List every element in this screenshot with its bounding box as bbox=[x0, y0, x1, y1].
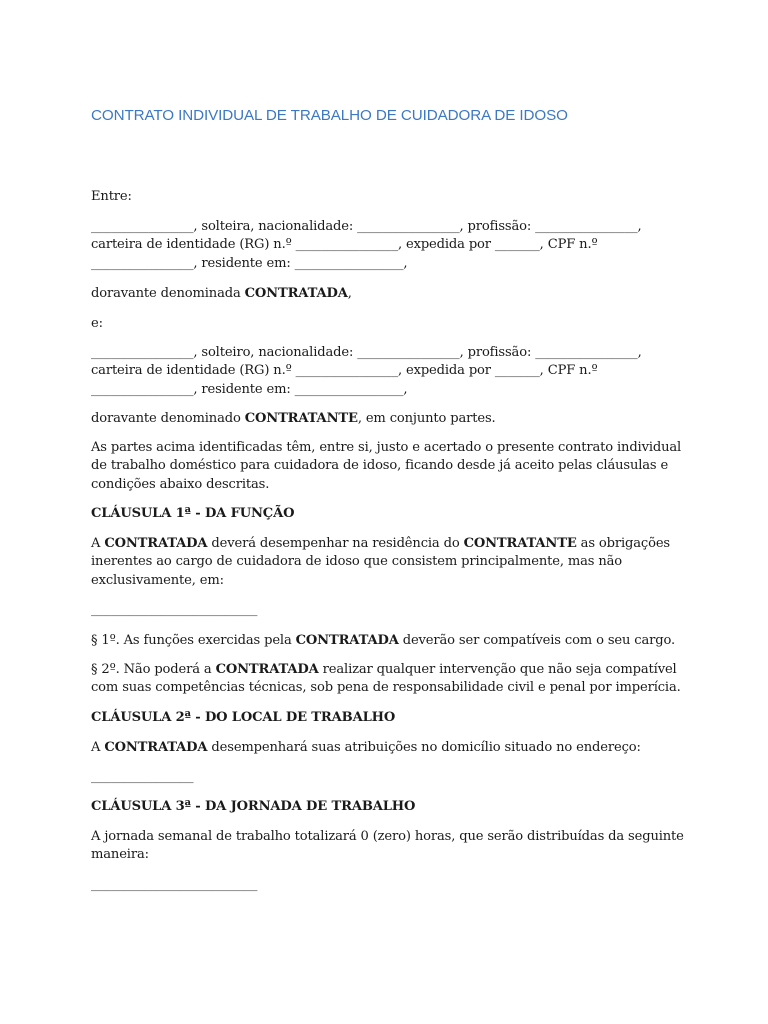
section2-text-c: realizar qualquer intervenção que não seja compatível bbox=[318, 662, 677, 677]
designation-contratante bbox=[91, 410, 496, 428]
designation2-suffix: , em conjunto partes. bbox=[357, 411, 496, 426]
clause1-line1 bbox=[91, 535, 670, 553]
section1-contratada: CONTRATADA bbox=[295, 633, 399, 648]
party1-line1: ________________, solteira, nacionalidade: ________________, profissão: ________________, bbox=[91, 219, 642, 234]
party2-block bbox=[91, 344, 642, 399]
clause2-text-a: A bbox=[91, 740, 105, 755]
party1-line2: carteira de identidade (RG) n.º ________________, expedida por _______, CPF n.º bbox=[91, 237, 598, 253]
clause2-blank: ________________ bbox=[91, 769, 194, 784]
designation1-party: CONTRATADA bbox=[244, 286, 348, 301]
clause1-text-c: deverá desempenhar na residência do bbox=[207, 536, 464, 551]
designation2-prefix: doravante denominado bbox=[91, 411, 245, 426]
clause1-line3: exclusivamente, em: bbox=[91, 572, 224, 588]
clause3-heading: CLÁUSULA 3ª - DA JORNADA DE TRABALHO bbox=[91, 799, 416, 814]
clause3-blank: __________________________ bbox=[91, 877, 258, 892]
clause1-text-e: as obrigações bbox=[576, 536, 670, 551]
section2-text-a: § 2º. Não poderá a bbox=[91, 662, 216, 677]
clause1-paragraph bbox=[91, 535, 670, 590]
clause1-section2 bbox=[91, 661, 681, 698]
clause3-line2: maneira: bbox=[91, 847, 149, 863]
clause1-section1 bbox=[91, 632, 675, 650]
party2-line3: ________________, residente em: _________________, bbox=[91, 381, 408, 397]
party2-line2: carteira de identidade (RG) n.º ________________, expedida por _______, CPF n.º bbox=[91, 363, 598, 379]
e-label: e: bbox=[91, 316, 103, 331]
clause2-text-c: desempenhará suas atribuições no domicílio situado no endereço: bbox=[207, 740, 641, 755]
designation1-suffix: , bbox=[347, 286, 352, 301]
clause1-heading: CLÁUSULA 1ª - DA FUNÇÃO bbox=[91, 506, 295, 521]
designation1-prefix: doravante denominada bbox=[91, 286, 245, 301]
clause1-line2: inerentes ao cargo de cuidadora de idoso que consistem principalmente, mas não bbox=[91, 554, 623, 570]
intro-paragraph bbox=[91, 439, 681, 494]
clause1-text-a: A bbox=[91, 536, 105, 551]
entre-label: Entre: bbox=[91, 189, 132, 204]
clause1-blank: __________________________ bbox=[91, 602, 258, 617]
designation2-party: CONTRATANTE bbox=[244, 411, 358, 426]
document-title: CONTRATO INDIVIDUAL DE TRABALHO DE CUIDADORA DE IDOSO bbox=[91, 107, 568, 124]
clause1-contratada: CONTRATADA bbox=[104, 536, 208, 551]
intro-line1: As partes acima identificadas têm, entre si, justo e acertado o presente contrato individual bbox=[91, 440, 682, 455]
section2-line2: com suas competências técnicas, sob pena de responsabilidade civil e penal por imperícia. bbox=[91, 680, 681, 696]
section1-text-a: § 1º. As funções exercidas pela bbox=[91, 633, 296, 648]
section1-text-c: deverão ser compatíveis com o seu cargo. bbox=[398, 633, 675, 648]
intro-line2: de trabalho doméstico para cuidadora de idoso, ficando desde já aceito pelas cláusulas e bbox=[91, 458, 669, 474]
section2-contratada: CONTRATADA bbox=[215, 662, 319, 677]
party1-line3: ________________, residente em: _________________, bbox=[91, 255, 408, 271]
clause2-heading: CLÁUSULA 2ª - DO LOCAL DE TRABALHO bbox=[91, 710, 396, 725]
intro-line3: condições abaixo descritas. bbox=[91, 476, 270, 492]
clause2-contratada: CONTRATADA bbox=[104, 740, 208, 755]
designation-contratada bbox=[91, 285, 352, 303]
party2-line1: ________________, solteiro, nacionalidade: ________________, profissão: ________________, bbox=[91, 345, 642, 360]
clause3-line1: A jornada semanal de trabalho totalizará 0 (zero) horas, que serão distribuídas da seguinte bbox=[91, 829, 684, 844]
clause3-paragraph bbox=[91, 828, 684, 865]
section2-line1 bbox=[91, 661, 681, 679]
party1-block bbox=[91, 218, 642, 273]
clause2-paragraph bbox=[91, 739, 641, 757]
clause1-contratante: CONTRATANTE bbox=[463, 536, 577, 551]
